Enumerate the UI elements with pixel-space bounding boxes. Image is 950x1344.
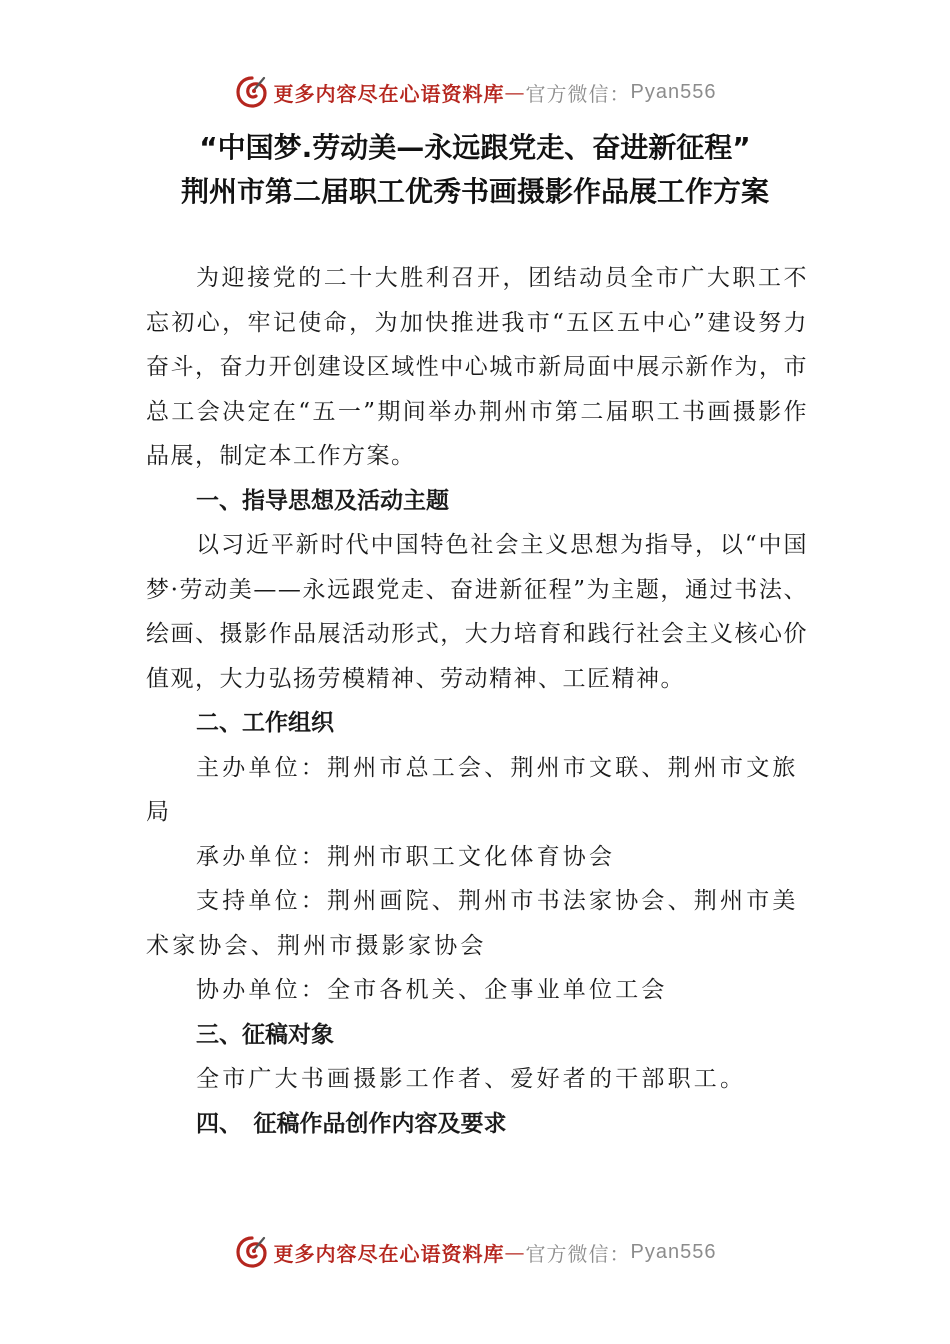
watermark-dash: — <box>504 1240 526 1264</box>
watermark-label: 官方微信： <box>525 1241 631 1266</box>
co-organizer-unit-line: 协办单位：全市各机关、企事业单位工会 <box>196 977 668 1003</box>
header-watermark <box>0 72 950 112</box>
organizer-unit-line: 承办单位：荆州市职工文化体育协会 <box>196 843 616 870</box>
watermark-dash: — <box>504 80 526 104</box>
document-title-line-1: “中国梦.劳动美—永远跟党走、奋进新征程” <box>199 131 751 164</box>
footer-watermark <box>0 1232 950 1272</box>
host-unit-line: 主办单位：荆州市总工会、荆州市文联、荆州市文旅局 <box>146 754 799 825</box>
brush-swirl-logo-icon <box>234 74 270 110</box>
watermark-brand: 更多内容尽在心语资料库 <box>273 1241 505 1266</box>
section-3-body: 全市广大书画摄影工作者、爱好者的干部职工。 <box>196 1066 747 1092</box>
document-body <box>146 256 808 1146</box>
watermark-label: 官方微信： <box>525 81 631 106</box>
document-title-line-2: 荆州市第二届职工优秀书画摄影作品展工作方案 <box>180 175 769 208</box>
support-unit-line: 支持单位：荆州画院、荆州市书法家协会、荆州市美术家协会、荆州市摄影家协会 <box>146 888 799 959</box>
brush-swirl-logo-icon <box>234 1234 270 1270</box>
watermark-brand: 更多内容尽在心语资料库 <box>273 81 505 106</box>
section-3-heading: 三、征稿对象 <box>196 1021 334 1048</box>
section-1-body: 以习近平新时代中国特色社会主义思想为指导，以“中国梦·劳动美——永远跟党走、奋进新征程”为主题，通过书法、绘画、摄影作品展活动形式，大力培育和践行社会主义核心价值观，大力弘扬劳模精神、劳动精神、工匠精神。 <box>146 532 808 692</box>
intro-paragraph: 为迎接党的二十大胜利召开，团结动员全市广大职工不忘初心，牢记使命，为加快推进我市“五区五中心”建设努力奋斗，奋力开创建设区域性中心城市新局面中展示新作为，市总工会决定在“五一”期间举办荆州市第二届职工书画摄影作品展，制定本工作方案。 <box>146 265 808 469</box>
section-2-heading: 二、工作组织 <box>196 710 334 736</box>
section-4-heading: 四、 征稿作品创作内容及要求 <box>196 1110 507 1137</box>
section-1-heading: 一、指导思想及活动主题 <box>196 487 449 514</box>
watermark-wechat-id: Pyan556 <box>630 80 717 103</box>
watermark-wechat-id: Pyan556 <box>630 1240 717 1263</box>
